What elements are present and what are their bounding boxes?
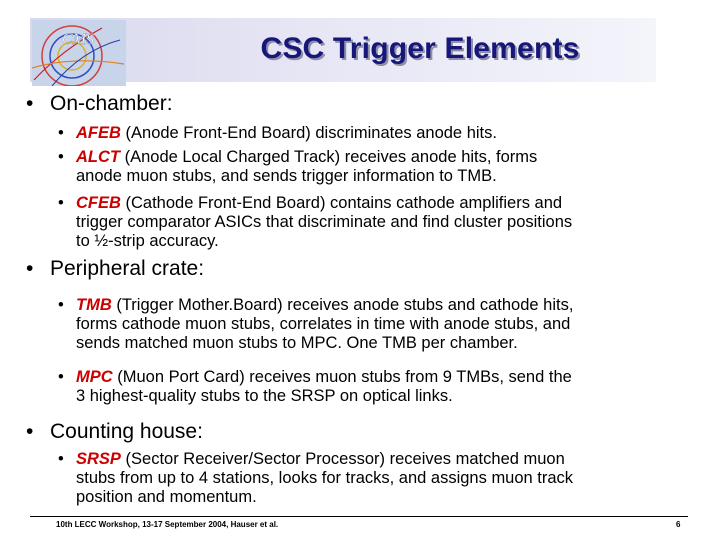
item-line: [76, 232, 706, 251]
bullet: •: [58, 296, 64, 314]
bullet: •: [26, 257, 34, 280]
bullet: •: [58, 148, 64, 166]
item-text: 3 highest-quality stubs to the SRSP on optical links.: [76, 387, 453, 405]
item-text: (Muon Port Card) receives muon stubs from 9 TMBs, send the: [117, 368, 572, 386]
item-line: [76, 315, 706, 334]
item-term: CFEB: [76, 194, 121, 212]
item-term: AFEB: [76, 124, 121, 142]
item-line: [76, 124, 706, 143]
item-text: stubs from up to 4 stations, looks for tracks, and assigns muon track: [76, 469, 574, 487]
item-line: [76, 296, 706, 315]
section-heading-text: Peripheral crate:: [50, 257, 205, 280]
item-line: [76, 334, 706, 353]
item-term: MPC: [76, 368, 113, 386]
bullet: •: [58, 450, 64, 468]
footer-divider: [30, 516, 688, 517]
item-text: to ½-strip accuracy.: [76, 232, 219, 250]
item-text: (Anode Local Charged Track) receives anode hits, forms: [124, 148, 538, 166]
item-term: SRSP: [76, 450, 121, 468]
title-banner: [30, 18, 656, 82]
item-text: sends matched muon stubs to MPC. One TMB per chamber.: [76, 334, 518, 352]
item-line: [76, 469, 706, 488]
item-line: [76, 167, 706, 186]
bullet: •: [58, 194, 64, 212]
bullet: •: [26, 92, 34, 115]
item-term: ALCT: [76, 148, 120, 166]
item-term: TMB: [76, 296, 112, 314]
section-heading-text: On-chamber:: [50, 92, 173, 115]
page-number: 6: [676, 520, 681, 529]
bullet: •: [26, 420, 34, 443]
slide-title: CSC Trigger Elements: [260, 32, 580, 65]
item-text: (Sector Receiver/Sector Processor) receives matched muon: [125, 450, 565, 468]
logo-text: CMS: [62, 31, 94, 48]
cms-logo-icon: [32, 20, 126, 86]
item-line: [76, 148, 706, 167]
item-text: (Trigger Mother.Board) receives anode stubs and cathode hits,: [116, 296, 574, 314]
item-text: trigger comparator ASICs that discriminate and find cluster positions: [76, 213, 573, 231]
item-text: anode muon stubs, and sends trigger information to TMB.: [76, 167, 497, 185]
item-line: [76, 213, 706, 232]
footer-citation: 10th LECC Workshop, 13-17 September 2004, Hauser et al.: [56, 520, 279, 529]
item-text: forms cathode muon stubs, correlates in time with anode stubs, and: [76, 315, 571, 333]
item-text: position and momentum.: [76, 488, 257, 506]
item-line: [76, 368, 706, 387]
item-line: [76, 194, 706, 213]
item-text: (Anode Front-End Board) discriminates anode hits.: [125, 124, 497, 142]
item-line: [76, 387, 706, 406]
bullet: •: [58, 368, 64, 386]
section-heading-text: Counting house:: [50, 420, 203, 443]
item-text: (Cathode Front-End Board) contains cathode amplifiers and: [125, 194, 563, 212]
bullet: •: [58, 124, 64, 142]
item-line: [76, 488, 706, 507]
item-line: [76, 450, 706, 469]
